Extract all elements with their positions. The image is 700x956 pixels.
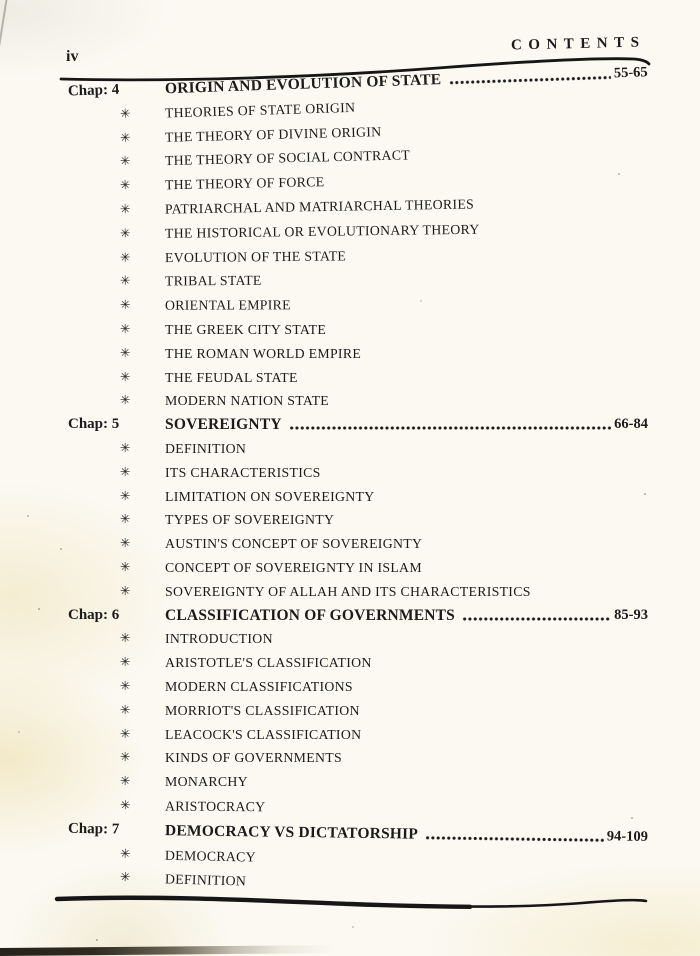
bullet-cell [68, 699, 165, 723]
scan-edge-artifact-top-left [0, 0, 9, 64]
chapter-pages: 55-65 [613, 64, 648, 82]
toc-item-label: SOVEREIGNTY OF ALLAH AND ITS CHARACTERISTICS [165, 583, 531, 599]
bullet-cell [68, 246, 165, 271]
toc-item-label: EVOLUTION OF THE STATE [164, 247, 347, 265]
asterisk-bullet-icon: ✳ [120, 582, 131, 598]
toc-item-row [68, 389, 648, 413]
toc-item-label: DEMOCRACY [164, 847, 256, 865]
toc-chapter-row [68, 604, 648, 628]
toc-item-label: MONARCHY [165, 774, 248, 790]
asterisk-bullet-icon: ✳ [120, 392, 131, 408]
bullet-cell [68, 651, 165, 675]
chapter-pages: 66-84 [614, 416, 648, 433]
toc-item-label: CONCEPT OF SOVEREIGNTY IN ISLAM [165, 559, 422, 575]
bullet-cell [68, 556, 165, 580]
chapter-label: Chap: 7 [67, 820, 120, 838]
bullet-cell [68, 270, 165, 294]
toc-item-row [68, 267, 648, 295]
toc-item-label: MODERN CLASSIFICATIONS [165, 678, 353, 694]
chapter-title: CLASSIFICATION OF GOVERNMENTS [165, 606, 456, 624]
toc-item-label: TYPES OF SOVEREIGNTY [165, 512, 335, 528]
toc-item-label: DEFINITION [165, 440, 247, 456]
bullet-cell [68, 318, 165, 342]
bullet-cell [68, 149, 166, 175]
toc-item-label: PATRIARCHAL AND MATRIARCHAL THEORIES [164, 196, 475, 217]
dot-leader [448, 62, 611, 91]
asterisk-bullet-icon: ✳ [119, 797, 131, 813]
asterisk-bullet-icon: ✳ [119, 129, 131, 145]
toc-item-label: TRIBAL STATE [164, 273, 262, 289]
toc-item-row [68, 532, 648, 556]
asterisk-bullet-icon: ✳ [120, 487, 131, 503]
toc-item-label: THE THEORY OF FORCE [164, 174, 325, 193]
toc-chapter-row [68, 413, 648, 437]
page-number: iv [66, 48, 79, 65]
bullet-cell [68, 746, 165, 770]
asterisk-bullet-icon: ✳ [119, 105, 131, 121]
footer-rule [50, 890, 652, 916]
asterisk-bullet-icon: ✳ [120, 439, 131, 455]
contents-heading: CONTENTS [511, 34, 647, 54]
bullet-cell [68, 342, 165, 366]
scan-edge-shadow-bottom [0, 945, 335, 956]
toc-item-label: THE HISTORICAL OR EVOLUTIONARY THEORY [164, 221, 480, 241]
bullet-cell [68, 723, 165, 747]
toc-item-label: ARISTOTLE'S CLASSIFICATION [165, 655, 372, 671]
toc-item-label: AUSTIN'S CONCEPT OF SOVEREIGNTY [165, 536, 423, 552]
chapter-label: Chap: 6 [68, 606, 120, 623]
asterisk-bullet-icon: ✳ [120, 344, 131, 360]
toc-item-label: ITS CHARACTERISTICS [165, 464, 321, 480]
asterisk-bullet-icon: ✳ [120, 677, 131, 693]
toc-item-label: MODERN NATION STATE [165, 393, 330, 409]
toc-item-row [68, 723, 648, 747]
asterisk-bullet-icon: ✳ [120, 558, 131, 574]
paper-noise-specks [0, 0, 2, 2]
asterisk-bullet-icon: ✳ [120, 463, 131, 479]
bullet-cell [68, 389, 165, 413]
asterisk-bullet-icon: ✳ [119, 201, 131, 217]
toc-item-label: DEFINITION [164, 871, 247, 889]
asterisk-bullet-icon: ✳ [119, 297, 131, 313]
asterisk-bullet-icon: ✳ [120, 630, 131, 646]
toc-item-label: KINDS OF GOVERNMENTS [165, 750, 342, 766]
asterisk-bullet-icon: ✳ [120, 749, 131, 765]
asterisk-bullet-icon: ✳ [119, 177, 131, 193]
asterisk-bullet-icon: ✳ [120, 654, 131, 670]
toc-item-label: MORRIOT'S CLASSIFICATION [165, 702, 360, 718]
toc-item-row [68, 770, 648, 794]
toc-item-label: LEACOCK'S CLASSIFICATION [165, 726, 362, 742]
toc-item-label: THE ROMAN WORLD EMPIRE [165, 345, 362, 361]
bullet-cell [68, 174, 165, 200]
bullet-cell [68, 437, 165, 461]
asterisk-bullet-icon: ✳ [120, 320, 131, 336]
dot-leader [289, 413, 611, 437]
toc-item-label: THE THEORY OF DIVINE ORIGIN [164, 123, 382, 145]
asterisk-bullet-icon: ✳ [120, 773, 131, 789]
chapter-title: DEMOCRACY VS DICTATORSHIP [164, 821, 419, 843]
toc-item-row [68, 794, 648, 822]
chapter-label: Chap: 5 [68, 416, 120, 433]
toc-item-row [68, 292, 648, 318]
asterisk-bullet-icon: ✳ [119, 869, 131, 885]
toc-item-row [68, 699, 648, 723]
bullet-cell [68, 841, 165, 867]
bullet-cell [68, 532, 165, 556]
toc-item-label: THE GREEK CITY STATE [165, 321, 327, 337]
bullet-cell [68, 675, 165, 699]
chapter-pages: 85-93 [614, 606, 648, 623]
toc-item-row [68, 508, 648, 532]
toc-item-row [68, 318, 648, 342]
chapter-pages: 94-109 [606, 828, 649, 845]
bullet-cell [68, 794, 165, 818]
asterisk-bullet-icon: ✳ [120, 725, 131, 741]
asterisk-bullet-icon: ✳ [120, 535, 131, 551]
bullet-cell [68, 294, 165, 318]
asterisk-bullet-icon: ✳ [119, 845, 131, 861]
toc-item-row [68, 342, 648, 366]
toc-item-row [68, 485, 648, 509]
toc-item-row [68, 556, 648, 580]
bullet-cell [68, 770, 165, 794]
toc-item-label: INTRODUCTION [165, 631, 273, 647]
bullet-cell [68, 101, 166, 128]
asterisk-bullet-icon: ✳ [120, 511, 131, 527]
bullet-cell [68, 627, 165, 651]
bullet-cell [68, 508, 165, 532]
toc-item-row [68, 366, 648, 390]
bullet-cell [68, 485, 165, 509]
bullet-cell [68, 865, 166, 891]
bullet-cell [68, 461, 165, 485]
bullet-cell [68, 198, 165, 223]
bullet-cell [68, 580, 165, 604]
toc-item-row [68, 580, 648, 604]
chapter-label: Chap: 4 [67, 81, 120, 100]
asterisk-bullet-icon: ✳ [120, 701, 131, 717]
bullet-cell [68, 222, 165, 247]
toc-item-label: THEORIES OF STATE ORIGIN [164, 99, 356, 121]
chapter-title: ORIGIN AND EVOLUTION OF STATE [164, 71, 442, 98]
asterisk-bullet-icon: ✳ [119, 273, 131, 289]
chapter-title: SOVEREIGNTY [165, 416, 282, 434]
toc-item-label: THE FEUDAL STATE [165, 369, 298, 385]
dot-leader [462, 604, 611, 628]
toc-item-row [68, 461, 648, 485]
asterisk-bullet-icon: ✳ [119, 225, 131, 241]
asterisk-bullet-icon: ✳ [119, 153, 131, 169]
toc-item-row [68, 627, 648, 651]
toc-item-row [68, 651, 648, 675]
toc-item-label: THE THEORY OF SOCIAL CONTRACT [164, 147, 411, 169]
dot-leader [425, 822, 604, 848]
asterisk-bullet-icon: ✳ [120, 368, 131, 384]
bullet-cell [68, 366, 165, 390]
toc-item-row [68, 437, 648, 461]
toc-item-label: LIMITATION ON SOVEREIGNTY [165, 488, 375, 504]
toc-list [67, 64, 649, 889]
bullet-cell [68, 125, 166, 151]
toc-item-label: ARISTOCRACY [164, 798, 266, 815]
toc-item-label: ORIENTAL EMPIRE [164, 297, 291, 313]
toc-item-row [68, 675, 648, 699]
toc-item-row [68, 746, 648, 770]
asterisk-bullet-icon: ✳ [119, 249, 131, 265]
